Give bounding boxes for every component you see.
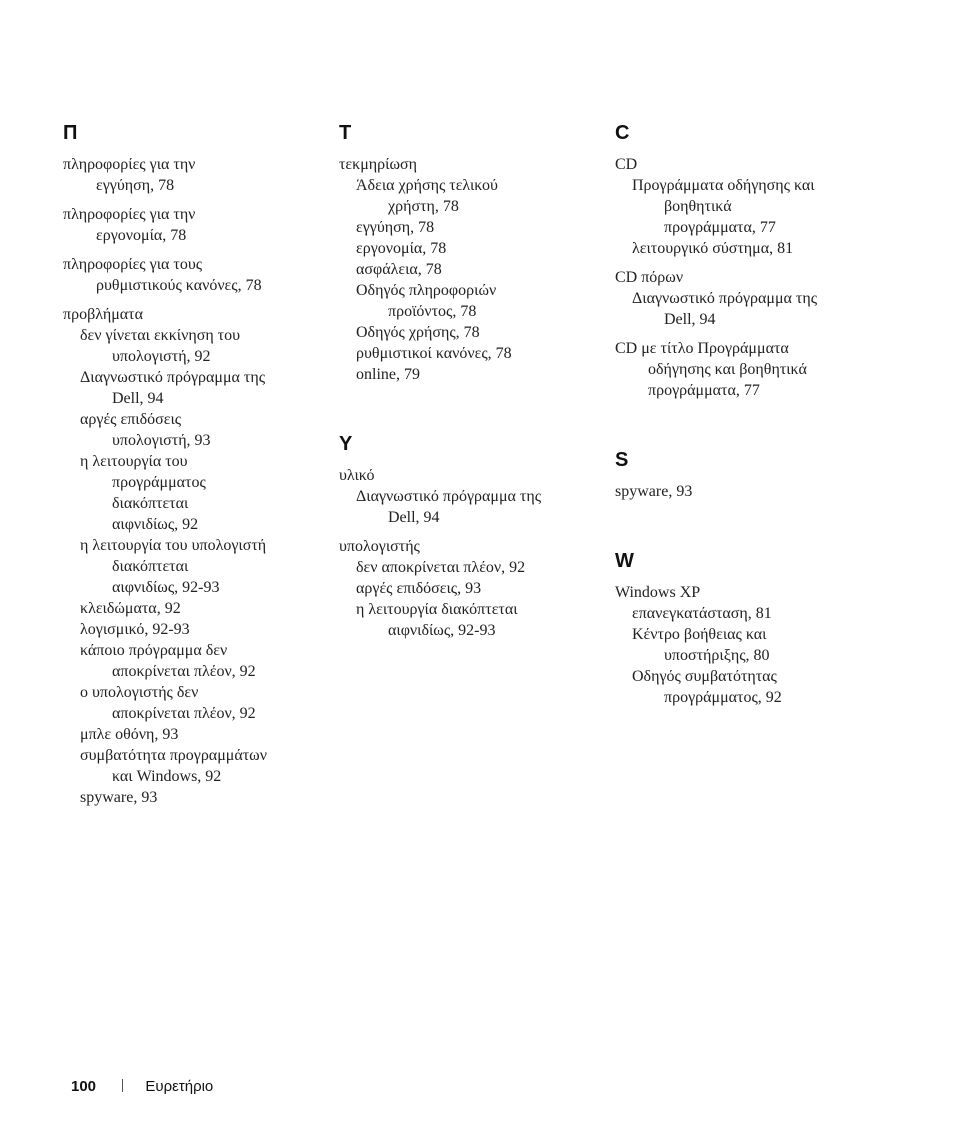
index-term: υπολογιστής xyxy=(339,538,420,555)
index-letter-heading: Υ xyxy=(339,433,353,455)
index-subterm: ασφάλεια, 78 xyxy=(356,261,442,278)
index-section xyxy=(615,548,860,708)
index-term: πληροφορίες για την xyxy=(63,156,196,173)
index-entry xyxy=(615,267,860,330)
index-subterm: προγράμματα, 77 xyxy=(664,219,776,236)
index-term: spyware, 93 xyxy=(615,483,693,500)
index-subterm: προγράμματα, 77 xyxy=(648,382,760,399)
index-entry xyxy=(615,582,860,708)
index-subterm: Διαγνωστικό πρόγραμμα της xyxy=(80,369,266,386)
footer-divider xyxy=(122,1079,123,1092)
index-section xyxy=(615,120,860,401)
index-subterm: μπλε οθόνη, 93 xyxy=(80,726,179,743)
index-subterm: υπολογιστή, 93 xyxy=(112,432,211,449)
index-entry xyxy=(339,465,584,528)
index-subterm: αργές επιδόσεις xyxy=(80,411,182,428)
index-subterm: λογισμικό, 92-93 xyxy=(80,621,190,638)
index-subterm: αιφνιδίως, 92 xyxy=(112,516,199,533)
index-subterm: αποκρίνεται πλέον, 92 xyxy=(112,663,256,680)
index-entry xyxy=(339,154,584,385)
index-term: CD πόρων xyxy=(615,269,684,286)
index-letter-heading: S xyxy=(615,449,629,471)
index-subterm: δεν γίνεται εκκίνηση του xyxy=(80,327,241,344)
index-entry xyxy=(63,154,318,196)
index-letter-heading: Π xyxy=(63,122,78,144)
index-subterm: επανεγκατάσταση, 81 xyxy=(632,605,772,622)
index-subterm: οδήγησης και βοηθητικά xyxy=(648,361,807,378)
index-term: τεκμηρίωση xyxy=(339,156,417,173)
index-subterm: χρήστη, 78 xyxy=(388,198,459,215)
index-entry xyxy=(615,154,860,259)
index-term: Windows XP xyxy=(615,584,701,601)
index-subterm: προϊόντος, 78 xyxy=(388,303,477,320)
index-entry xyxy=(615,338,860,401)
index-subterm: και Windows, 92 xyxy=(112,768,222,785)
index-subterm: η λειτουργία του υπολογιστή xyxy=(80,537,267,554)
index-column-1 xyxy=(63,120,318,854)
index-subterm: spyware, 93 xyxy=(80,789,158,806)
index-subterm: η λειτουργία διακόπτεται xyxy=(356,601,518,618)
index-subterm: εργονομία, 78 xyxy=(96,227,187,244)
index-subterm: Dell, 94 xyxy=(664,311,716,328)
index-subterm: εργονομία, 78 xyxy=(356,240,447,257)
index-subterm: εγγύηση, 78 xyxy=(356,219,435,236)
index-subterm: Οδηγός συμβατότητας xyxy=(632,668,777,685)
index-subterm: Dell, 94 xyxy=(388,509,440,526)
index-subterm: διακόπτεται xyxy=(112,558,189,575)
index-section xyxy=(63,120,318,808)
index-subterm: αιφνιδίως, 92-93 xyxy=(112,579,220,596)
index-subterm: Οδηγός πληροφοριών xyxy=(356,282,497,299)
index-subterm: λειτουργικό σύστημα, 81 xyxy=(632,240,794,257)
index-subterm: Dell, 94 xyxy=(112,390,164,407)
index-subterm: δεν αποκρίνεται πλέον, 92 xyxy=(356,559,526,576)
index-subterm: Άδεια χρήσης τελικού xyxy=(356,177,498,194)
index-subterm: αργές επιδόσεις, 93 xyxy=(356,580,482,597)
index-entry xyxy=(615,481,860,502)
index-column-2 xyxy=(339,120,584,687)
index-entry xyxy=(63,254,318,296)
index-subterm: διακόπτεται xyxy=(112,495,189,512)
index-subterm: προγράμματος xyxy=(112,474,206,491)
index-subterm: υποστήριξης, 80 xyxy=(664,647,770,664)
index-term: υλικό xyxy=(339,467,375,484)
index-subterm: Διαγνωστικό πρόγραμμα της xyxy=(356,488,542,505)
index-subterm: online, 79 xyxy=(356,366,420,383)
page-number: 100 xyxy=(71,1078,97,1095)
index-subterm: κάποιο πρόγραμμα δεν xyxy=(80,642,228,659)
index-term: πληροφορίες για τους xyxy=(63,256,203,273)
index-subterm: αιφνιδίως, 92-93 xyxy=(388,622,496,639)
index-entry xyxy=(339,536,584,641)
index-subterm: προγράμματος, 92 xyxy=(664,689,782,706)
index-subterm: ρυθμιστικοί κανόνες, 78 xyxy=(356,345,512,362)
index-subterm: ρυθμιστικούς κανόνες, 78 xyxy=(96,277,262,294)
index-letter-heading: Τ xyxy=(339,122,352,144)
index-letter-heading: W xyxy=(615,550,634,572)
index-subterm: βοηθητικά xyxy=(664,198,732,215)
index-term: προβλήματα xyxy=(63,306,143,323)
index-subterm: Προγράμματα οδήγησης και xyxy=(632,177,815,194)
index-term: πληροφορίες για την xyxy=(63,206,196,223)
index-entry xyxy=(63,204,318,246)
index-column-3 xyxy=(615,120,860,754)
index-letter-heading: C xyxy=(615,122,630,144)
index-section xyxy=(339,120,584,385)
page-footer xyxy=(71,1076,213,1098)
index-subterm: Διαγνωστικό πρόγραμμα της xyxy=(632,290,818,307)
index-term: CD xyxy=(615,156,638,173)
index-subterm: συμβατότητα προγραμμάτων xyxy=(80,747,267,764)
index-subterm: Οδηγός χρήσης, 78 xyxy=(356,324,480,341)
index-subterm: αποκρίνεται πλέον, 92 xyxy=(112,705,256,722)
index-subterm: ο υπολογιστής δεν xyxy=(80,684,199,701)
index-subterm: κλειδώματα, 92 xyxy=(80,600,181,617)
index-subterm: η λειτουργία του xyxy=(80,453,188,470)
index-subterm: Κέντρο βοήθειας και xyxy=(632,626,767,643)
index-section xyxy=(615,447,860,502)
index-section xyxy=(339,431,584,641)
index-term: CD με τίτλο Προγράμματα xyxy=(615,340,789,357)
index-subterm: υπολογιστή, 92 xyxy=(112,348,211,365)
section-name: Ευρετήριο xyxy=(145,1078,214,1095)
index-subterm: εγγύηση, 78 xyxy=(96,177,175,194)
index-entry xyxy=(63,304,318,808)
